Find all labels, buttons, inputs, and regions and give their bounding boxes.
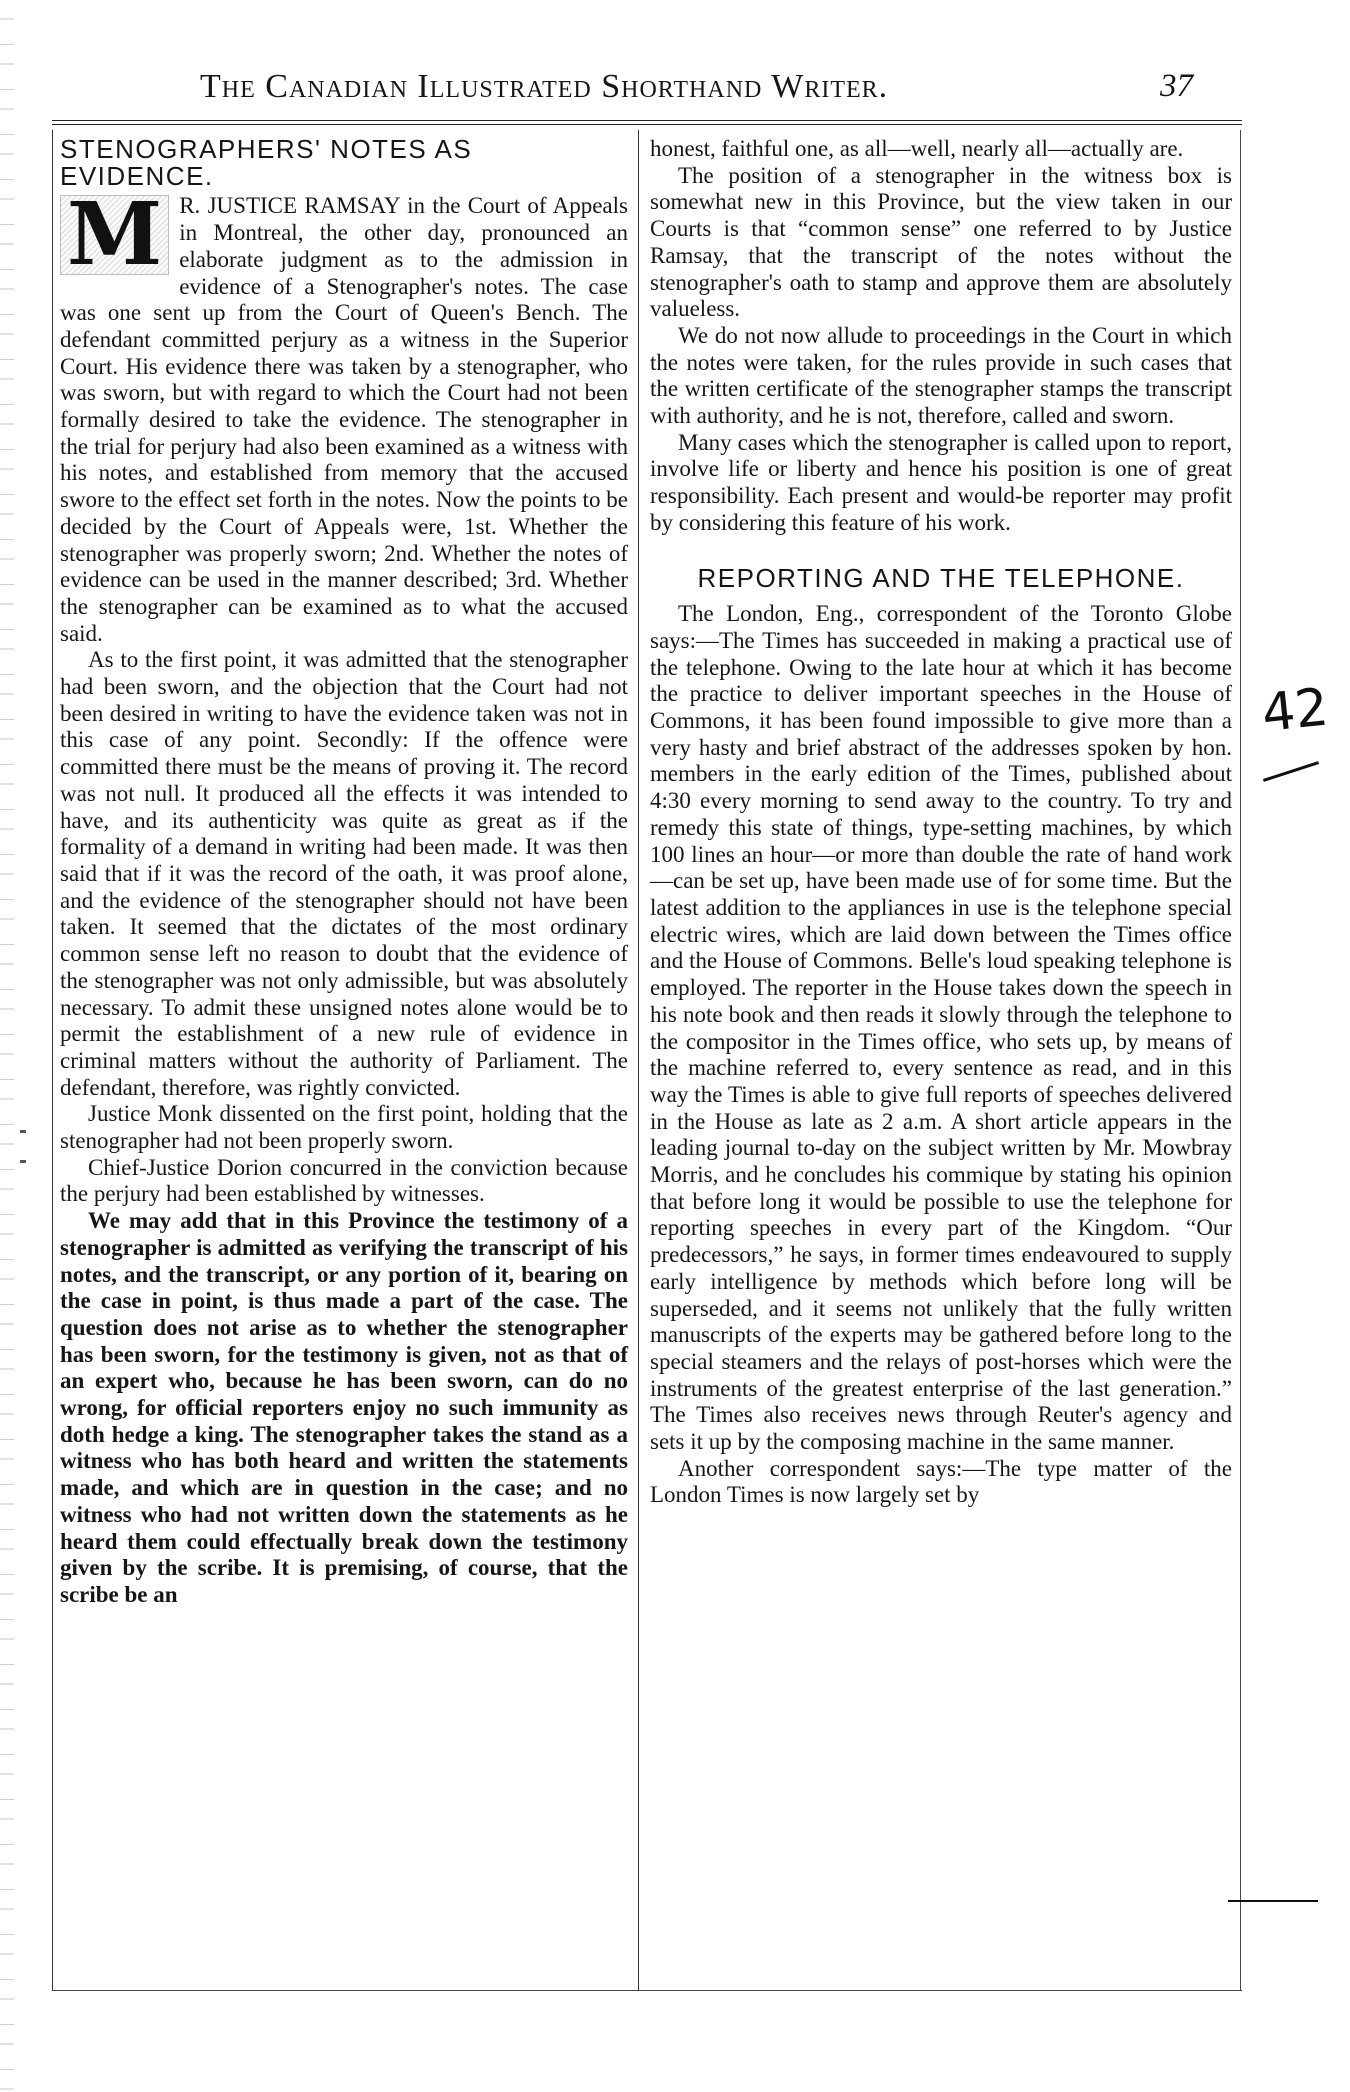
column-border-right	[1240, 130, 1241, 1990]
article-paragraph-continued: honest, faithful one, as all—well, nearly all—actually are.	[650, 136, 1184, 161]
scan-speck	[20, 1130, 26, 1133]
header-rule	[52, 120, 1242, 121]
article-paragraph: We do not now allude to proceedings in the Court in which the notes were taken, for the rules provide in such cases that the written certificate of the stenographer stamps the transcript with authority, and he is not, therefore, called and sworn.	[650, 322, 1232, 429]
article-paragraph: M R. JUSTICE RAMSAY in the Court of Appeals in Montreal, the other day, pronounced an elaborate judgment as to the admission in evidence of a Stenographer's notes. The case was one sent up from the Court of Queen's Bench. The defendant committed perjury as a witness in the Superior Court. His evidence there was taken by a stenographer, who was sworn, but with regard to which the Court had not been formally desired to take the evidence. The stenographer in the trial for perjury had also been examined as a witness with his notes, and established from memory that the accused swore to the effect set forth in the notes. Now the points to be decided by the Court of Appeals were, 1st. Whether the stenographer was properly sworn; 2nd. Whether the notes of evidence can be used in the manner described; 3rd. Whether the stenographer can be examined as to what the accused said.	[60, 184, 628, 646]
scan-speck	[20, 1160, 26, 1163]
article-paragraph: We may add that in this Province the testimony of a stenographer is admitted as verifying the transcript of his notes, and the transcript, or any portion of it, bearing on the case in point, is thus made a part of the case. The question does not arise as to whether the stenographer has been sworn, for the testimony is given, not as that of an expert who, because he has been sworn, can do no wrong, for official reporters enjoy no such immunity as doth hedge a king. The stenographer takes the stand as a witness who has both heard and written the statements made, and which are in question in the case; and no witness who had not written down the statements as he heard them could effectually break down the testimony given by the scribe. It is premising, of course, that the scribe be an	[60, 1208, 628, 1607]
handwritten-margin-line	[1228, 1900, 1318, 1902]
page-number: 37	[1160, 68, 1193, 104]
scan-edge-shading	[0, 0, 14, 2092]
running-head	[0, 60, 1350, 110]
article-paragraph: The position of a stenographer in the witness box is somewhat new in this Province, but the view taken in our Courts is that “common sense” one referred to by Justice Ramsay, that the transcript of the notes without the stenographer's oath to stamp and approve them are absolutely valueless.	[650, 162, 1232, 322]
article-paragraph: Another correspondent says:—The type matter of the London Times is now largely set by	[650, 1455, 1232, 1508]
column-border-left	[52, 130, 53, 1990]
header-rule-double	[52, 124, 1242, 125]
article-paragraph: Chief-Justice Dorion concurred in the conviction because the perjury had been established by witnesses.	[60, 1154, 628, 1207]
bottom-rule	[52, 1990, 1242, 1991]
handwritten-number-annotation: 42	[1259, 677, 1332, 745]
left-column	[60, 136, 628, 1609]
right-column	[650, 136, 1232, 1509]
article-paragraph: Justice Monk dissented on the first point, holding that the stenographer had not been properly sworn.	[60, 1101, 628, 1154]
handwritten-underline-stroke	[1263, 761, 1319, 782]
article-title-reporting-telephone: REPORTING AND THE TELEPHONE.	[697, 562, 1185, 593]
running-title: The Canadian Illustrated Shorthand Writer.	[200, 68, 889, 105]
article-paragraph: As to the first point, it was admitted that the stenographer had been sworn, and the objection that the Court had not been desired in writing to have the evidence taken was not in this case of any point. Secondly: If the offence were committed there must be the means of proving it. The record was not null. It produced all the effects it was intended to have, and its authenticity was quite as great as if the formality of a demand in writing had been made. It was then said that if it was the record of the oath, it was proof alone, and the evidence of the stenographer should not have been taken. It seemed that the dictates of the most ordinary common sense left no reason to doubt that the evidence of the stenographer was not only admissible, but was absolutely necessary. To admit these unsigned notes alone would be to permit the establishment of a new rule of evidence in criminal matters without the authority of Parliament. The defendant, therefore, was rightly convicted.	[60, 647, 628, 1100]
drop-cap-letter: M	[60, 195, 169, 275]
article-paragraph: Many cases which the stenographer is called upon to report, involve life or liberty and hence his position is one of great responsibility. Each present and would-be reporter may profit by considering this feature of his work.	[650, 429, 1232, 535]
column-divider	[638, 130, 639, 1990]
article-paragraph: The London, Eng., correspondent of the Toronto Globe says:—The Times has succeeded in making a practical use of the telephone. Owing to the late hour at which it has become the practice to deliver important speeches in the House of Commons, it has been found impossible to give more than a very hasty and brief abstract of the addresses spoken by hon. members in the early edition of the Times, published about 4:30 every morning to send away to the country. To try and remedy this state of things, type-setting machines, by which 100 lines an hour—or more than double the rate of hand work—can be set up, have been made use of for some time. But the latest addition to the appliances in use is the telephone special electric wires, which are laid down between the Times office and the House of Commons. Belle's loud speaking telephone is employed. The reporter in the House takes down the speech in his note book and then reads it slowly through the telephone to the compositor in the Times office, who sets up, by means of the machine referred to, every sentence as read, and in this way the Times is able to give full reports of speeches delivered in the House as late as 2 a.m. A short article appears in the leading journal to-day on the subject written by Mr. Mowbray Morris, and he concludes his commique by stating his opinion that before long it would be possible to use the telephone for reporting speeches in every part of the Kingdom. “Our predecessors,” he says, in former times endeavoured to supply early intelligence by methods which before long will be superseded, and it seems not unlikely that the fully written manuscripts of the experts may be gathered before long to the special steamers and the relays of post-horses which were the instruments of the greatest enterprise of the last generation.” The Times also receives news through Reuter's agency and sets it up by the composing machine in the same manner.	[650, 601, 1232, 1455]
article-title-stenographers-notes: STENOGRAPHERS' NOTES AS EVIDENCE.	[60, 134, 473, 191]
